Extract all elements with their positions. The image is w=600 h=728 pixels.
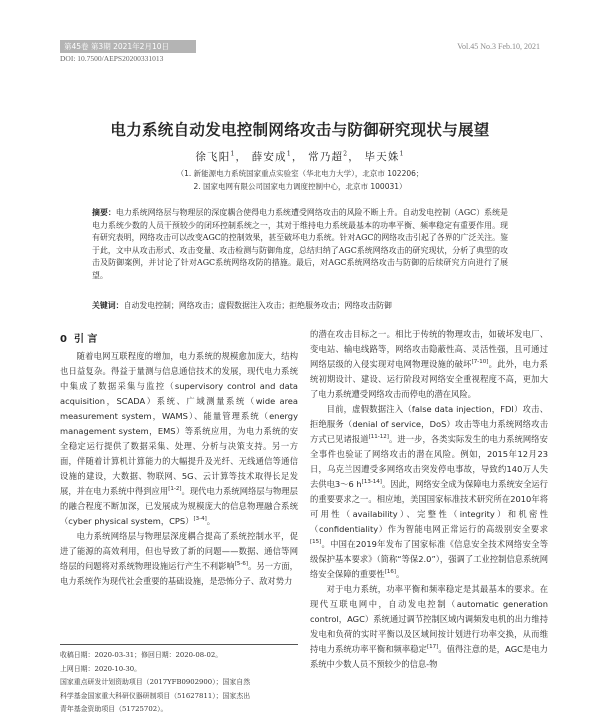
abstract — [92, 207, 508, 282]
body-right-column — [310, 327, 548, 672]
citation[interactable]: [15] — [310, 539, 322, 546]
doi[interactable]: DOI: 10.7500/AEPS20200331013 — [60, 54, 164, 63]
paragraph: 对于电力系统，功率平衡和频率稳定是其最基本的要求。在现代互联电网中，自动发电控制（automatic generation control，AGC）系统通过调节控制区域内调频发电机的出力维持发电和负荷的实时平衡以及区域间按计划进行功率交换，从而维持电力系统功率平衡和频率稳定[17]。值得注意的是，AGC是电力系统中少数人员不预较少的信息-物 — [310, 584, 548, 669]
abstract-text: 电力系统网络层与物理层的深度耦合使得电力系统遭受网络攻击的风险不断上升。自动发电控制（AGC）系统是电力系统少数的人员干预较少的闭环控制系统之一，其对于维持电力系统最基本的功率平衡、频率稳定有重要作用。现有研究表明，网络攻击可以改变AGC的控制效果，甚至破坏电力系统。针对AGC的网络攻击引起了各界的广泛关注。鉴于此，文中从攻击形式、攻击变量、攻击检测与防御角度，总结归纳了AGC系统网络攻击的研究现状，分析了典型的攻击及防御案例，并讨论了针对AGC系统网络攻防的措施。最后，对AGC系统网络攻击与防御的后续研究方向进行了展望。 — [92, 208, 508, 280]
citation[interactable]: [13-14] — [361, 479, 382, 486]
citation[interactable]: [5-6] — [234, 561, 249, 568]
keywords — [92, 300, 508, 311]
footnotes — [60, 649, 300, 717]
citation[interactable]: [17] — [426, 644, 439, 651]
keywords-label: 关键词： — [92, 301, 124, 310]
paragraph: 电力系统网络层与物理层深度耦合提高了系统控制水平，促进了能源的高效利用，但也导致了新的问题——数据、通信等网络层的问题将对系统物理设施运行产生不利影响[5-6]。另一方面，电力系统作为现代社会重要的基础设施，是恐怖分子、敌对势力 — [60, 531, 298, 586]
author-affiliation-mark: 1 — [230, 150, 236, 158]
section-title: 引 言 — [73, 334, 98, 345]
footnote-divider — [60, 644, 298, 645]
author-affiliation-mark: 1 — [286, 150, 292, 158]
section-number: 0 — [60, 334, 67, 345]
author-name: 毕天姝 — [364, 151, 400, 163]
paragraph: 目前，虚假数据注入（false data injection，FDI）攻击、拒绝服务（denial of service，DoS）攻击等电力系统网络攻击方式已见诸报道[11-12]。进一步，各类实际发生的电力系统网络安全事件也验证了网络攻击的潜在风险。例如，2015年12月23日，乌克兰因遭受多网络攻击突发停电事故，导致约140万人失去供电3～6 h[13-14]。因此，网络安全成为保障电力系统安全运行的重要要求之一。相应地，美国国家标准技术研究所在2010年将可用性（availability）、完整性（integrity）和机密性（confidentiality）作为智能电网正常运行的高级别安全要求[15]。中国在2019年发布了国家标准《信息安全技术网络安全等级保护基本要求》（简称“等保2.0”），强调了工业控制信息系统网络安全保障的重要性[16]。 — [310, 404, 548, 579]
author-affiliation-mark: 1 — [399, 150, 405, 158]
abstract-label: 摘要： — [92, 208, 116, 217]
footnote-line: 国家重点研发计划资助项目（2017YFB0902900）；国家自然 — [60, 678, 251, 686]
body-left-column — [60, 349, 298, 589]
author-name: 薛安成 — [251, 151, 287, 163]
citation[interactable]: [16] — [384, 569, 396, 576]
paper-title: 电力系统自动发电控制网络攻击与防御研究现状与展望 — [110, 121, 490, 139]
affiliation-1: （1. 新能源电力系统国家重点实验室（华北电力大学），北京市 102206； — [176, 169, 424, 178]
footnote-line: 上网日期：2020-10-30。 — [60, 664, 142, 673]
section-heading — [60, 330, 97, 345]
keywords-text: 自动发电控制；网络攻击；虚假数据注入攻击；拒绝服务攻击；网络攻击防御 — [123, 301, 392, 310]
footnote-line: 收稿日期：2020-03-31；修回日期：2020-08-02。 — [60, 651, 223, 659]
footnote-line: 科学基金国家重大科研仪器研制项目（51627811）；国家杰出 — [60, 691, 251, 700]
paragraph: 随着电网互联程度的增加，电力系统的规模愈加庞大，结构也日益复杂。得益于量测与信息通信技术的发展，现代电力系统中集成了数据采集与监控（supervisory control and data acquisition，SCADA）系统、广域测量系统（wide area measurement system，WAMS）、能量管理系统（energy management system，EMS）等系统应用，为电力系统的安全稳定运行提供了数据采集、处理、分析与决策支持。另一方面，伴随着计算机计算能力的大幅提升及光纤、无线通信等通信设施的建设，大数据、物联网、5G、云计算等技术取得长足发展，并在电力系统中得到应用[1-2]。现代电力系统网络层与物理层的融合程度不断加深，已发展成为规模庞大的信息物理融合系统（cyber physical system，CPS）[3-4]。 — [60, 351, 298, 526]
citation[interactable]: [11-12] — [368, 434, 389, 441]
citation[interactable]: [3-4] — [193, 516, 207, 523]
author-name: 常乃超 — [308, 151, 344, 163]
affiliation-2: 2. 国家电网有限公司国家电力调度控制中心，北京市 100031） — [193, 182, 407, 191]
author-list: 徐飞阳$^1$， 薛安成$^1$， 常乃超$^2$， 毕天姝$^1$ — [195, 150, 405, 163]
author-name: 徐飞阳 — [195, 151, 231, 163]
journal-header — [60, 40, 540, 53]
citation[interactable]: [1-2] — [168, 486, 182, 493]
footnote-line: 青年基金资助项目（51725702）。 — [60, 705, 168, 713]
author-affiliation-mark: 2 — [343, 150, 349, 158]
journal-volume-issue: 第45卷 第3期 2021年2月10日 — [60, 40, 196, 53]
citation[interactable]: [7-10] — [471, 359, 489, 366]
paragraph: 的潜在攻击目标之一。相比于传统的物理攻击，如破坏发电厂、变电站、输电线路等，网络攻击隐蔽性高、灵活性强，且可通过网络层级的入侵实现对电网物理设施的破坏[7-10]。此外，电力系统初期设计、建设、运行阶段对网络安全重视程度不高，更加大了电力系统遭受网络攻击而停电的潜在风险。 — [310, 329, 548, 399]
journal-volume-issue-en: Vol.45 No.3 Feb.10, 2021 — [457, 42, 540, 51]
